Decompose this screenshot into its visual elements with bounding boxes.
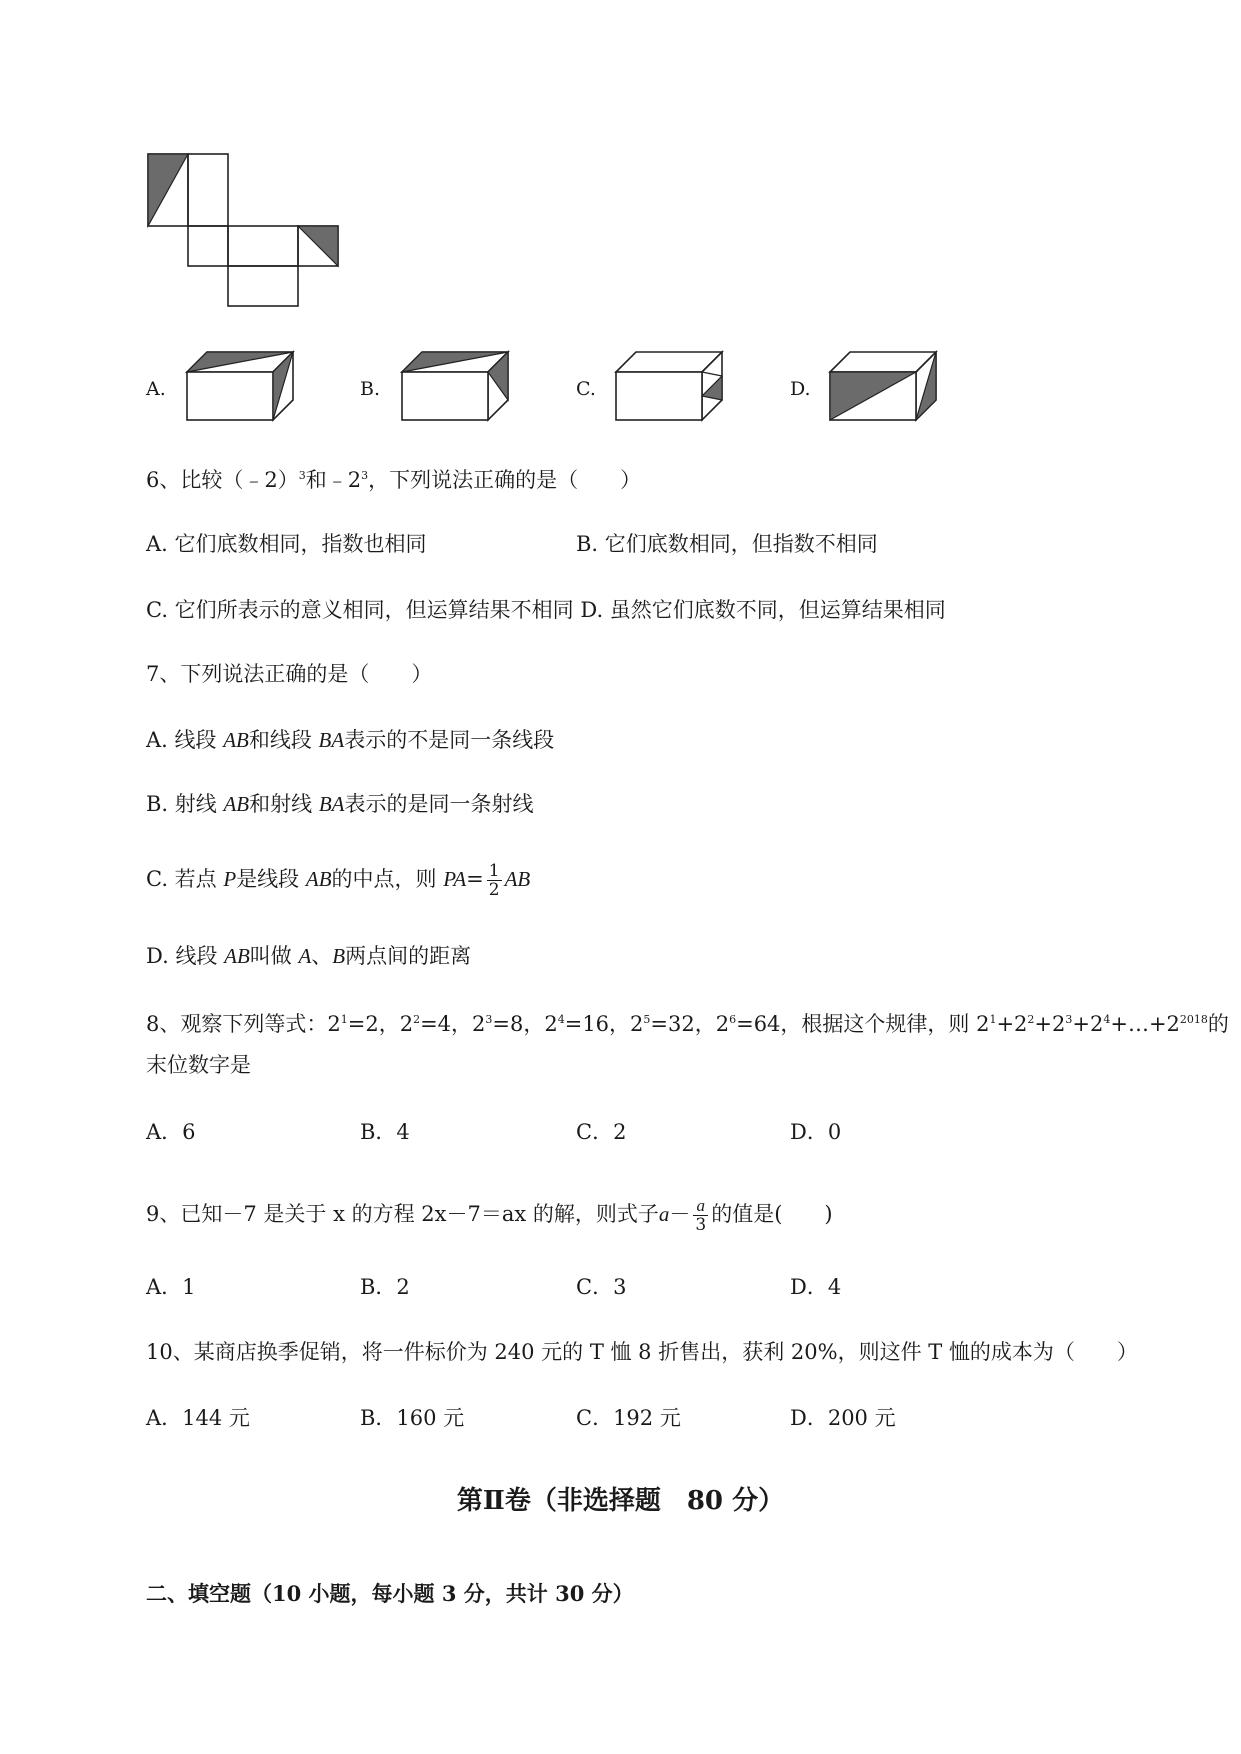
q7-c-text2: 是线段 [236, 867, 306, 891]
q8-part: =2，2 [347, 1012, 414, 1036]
q6-option-b: B. 它们底数相同，但指数不相同 [576, 532, 878, 556]
fraction-numerator: a [693, 1197, 708, 1216]
q10-option-b: B．160 元 [360, 1406, 465, 1430]
fraction-denominator: 2 [488, 880, 500, 900]
q7-d-text4: 两点间的距离 [345, 944, 472, 968]
q7-a-text3: 表示的不是同一条线段 [344, 728, 555, 752]
q7-d-var3: B [332, 944, 346, 968]
q7-option-b [146, 790, 533, 818]
q8-exp: 1 [340, 1013, 348, 1026]
q8-exp: 5 [643, 1013, 651, 1026]
q6-suffix: ，下列说法正确的是（ ） [368, 468, 642, 492]
section-2-heading: 二、填空题（10 小题，每小题 3 分，共计 30 分） [146, 1581, 634, 1606]
q8-part: +…+2 [1110, 1012, 1180, 1036]
q8-exp: 2 [413, 1013, 421, 1026]
q8-exp: 3 [485, 1013, 493, 1026]
q6-option-c: C. 它们所表示的意义相同，但运算结果不相同 [146, 598, 574, 622]
q9-prefix: 9、已知－7 是关于 x 的方程 2x－7＝ax 的解，则式子 [146, 1202, 659, 1226]
q6-option-a: A. 它们底数相同，指数也相同 [146, 532, 427, 556]
figure-option-a-label: A. [146, 378, 166, 400]
q8-part: +2 [1072, 1012, 1104, 1036]
question-9-stem [146, 1197, 833, 1234]
fraction-numerator: 1 [488, 861, 500, 881]
q8-exp: 4 [557, 1013, 565, 1026]
q8-exp: 2018 [1179, 1013, 1208, 1026]
q9-option-a: A．1 [146, 1275, 196, 1299]
q9-option-c: C．3 [576, 1275, 627, 1299]
q7-a-text2: 和线段 [248, 728, 319, 752]
q8-exp: 3 [1065, 1013, 1073, 1026]
figure-option-b-label: B. [360, 378, 381, 400]
cuboid-option-d [828, 350, 948, 425]
q7-b-var1: AB [223, 792, 250, 816]
q7-d-var2: A [298, 944, 312, 968]
q7-c-fraction [487, 862, 502, 899]
q8-part: =8，2 [492, 1012, 558, 1036]
figure-option-c-label: C. [576, 378, 596, 400]
q8-part: =32，2 [650, 1012, 730, 1036]
q7-c-var3: PA [443, 867, 467, 891]
q7-d-text1: D. 线段 [146, 944, 225, 968]
q10-option-d: D．200 元 [790, 1406, 896, 1430]
q7-b-text1: B. 射线 [146, 792, 224, 816]
q7-c-var2: AB [305, 867, 332, 891]
q6-option-d: D. 虽然它们底数不同，但运算结果相同 [580, 598, 946, 622]
q7-a-var1: AB [223, 728, 249, 752]
q8-exp: 2 [1027, 1013, 1035, 1026]
q9-suffix: 的值是( ) [711, 1202, 833, 1226]
q8-exp: 6 [729, 1013, 737, 1026]
q7-d-var1: AB [224, 944, 250, 968]
q7-b-text2: 和射线 [249, 792, 319, 816]
q6-options-cd [146, 596, 946, 624]
q10-option-c: C．192 元 [576, 1406, 681, 1430]
q7-c-var1: P [223, 867, 237, 891]
q7-c-equals: = [466, 867, 484, 891]
cube-net-figure [146, 152, 346, 312]
q8-exp: 4 [1103, 1013, 1111, 1026]
q7-c-text3: 的中点，则 [331, 867, 444, 891]
q7-b-text3: 表示的是同一条射线 [344, 792, 534, 816]
q8-part: =4，2 [420, 1012, 486, 1036]
q7-option-a [146, 726, 554, 754]
q8-stem-line2: 末位数字是 [146, 1053, 251, 1077]
q7-c-var4: AB [504, 867, 531, 891]
q7-d-text3: 、 [311, 944, 333, 968]
question-7-stem: 7、下列说法正确的是（ ） [146, 662, 433, 686]
q8-option-d: D．0 [790, 1120, 842, 1144]
cuboid-option-a [185, 350, 305, 425]
q9-option-d: D．4 [790, 1275, 842, 1299]
part-2-title: 第Ⅱ卷（非选择题 80 分） [456, 1486, 785, 1516]
q8-part: +2 [996, 1012, 1028, 1036]
q7-c-text1: C. 若点 [146, 867, 224, 891]
q8-part: +2 [1034, 1012, 1066, 1036]
q8-part: 8、观察下列等式：2 [146, 1012, 341, 1036]
question-10-stem: 10、某商店换季促销，将一件标价为 240 元的 T 恤 8 折售出，获利 20%，则这件 T 恤的成本为（ ） [146, 1340, 1138, 1364]
q9-var-a: a [658, 1202, 670, 1226]
q7-b-var2: BA [318, 792, 345, 816]
q8-option-c: C．2 [576, 1120, 627, 1144]
q8-part: =64，根据这个规律，则 2 [736, 1012, 990, 1036]
q7-d-text2: 叫做 [249, 944, 299, 968]
q8-option-b: B．4 [360, 1120, 410, 1144]
cuboid-option-b [400, 350, 520, 425]
figure-option-d-label: D. [790, 378, 811, 400]
q7-a-var2: BA [318, 728, 345, 752]
q9-minus: － [669, 1202, 691, 1226]
q6-exp1: 3 [298, 469, 306, 482]
cuboid-option-c [614, 350, 734, 425]
q9-fraction [693, 1197, 708, 1234]
q6-prefix: 6、比较（﹣2） [146, 468, 299, 492]
q8-part: 的 [1207, 1012, 1229, 1036]
q8-part: =16，2 [564, 1012, 644, 1036]
question-8-stem [146, 1010, 1229, 1038]
q8-exp: 1 [989, 1013, 997, 1026]
q7-option-c [146, 862, 530, 899]
q7-option-d [146, 942, 471, 970]
q8-option-a: A．6 [146, 1120, 196, 1144]
q9-option-b: B．2 [360, 1275, 410, 1299]
q6-exp2: 3 [361, 469, 369, 482]
q7-a-text1: A. 线段 [146, 728, 224, 752]
q10-option-a: A．144 元 [146, 1406, 250, 1430]
q6-mid: 和﹣2 [305, 468, 362, 492]
question-6-stem [146, 466, 641, 494]
fraction-denominator: 3 [695, 1215, 707, 1235]
